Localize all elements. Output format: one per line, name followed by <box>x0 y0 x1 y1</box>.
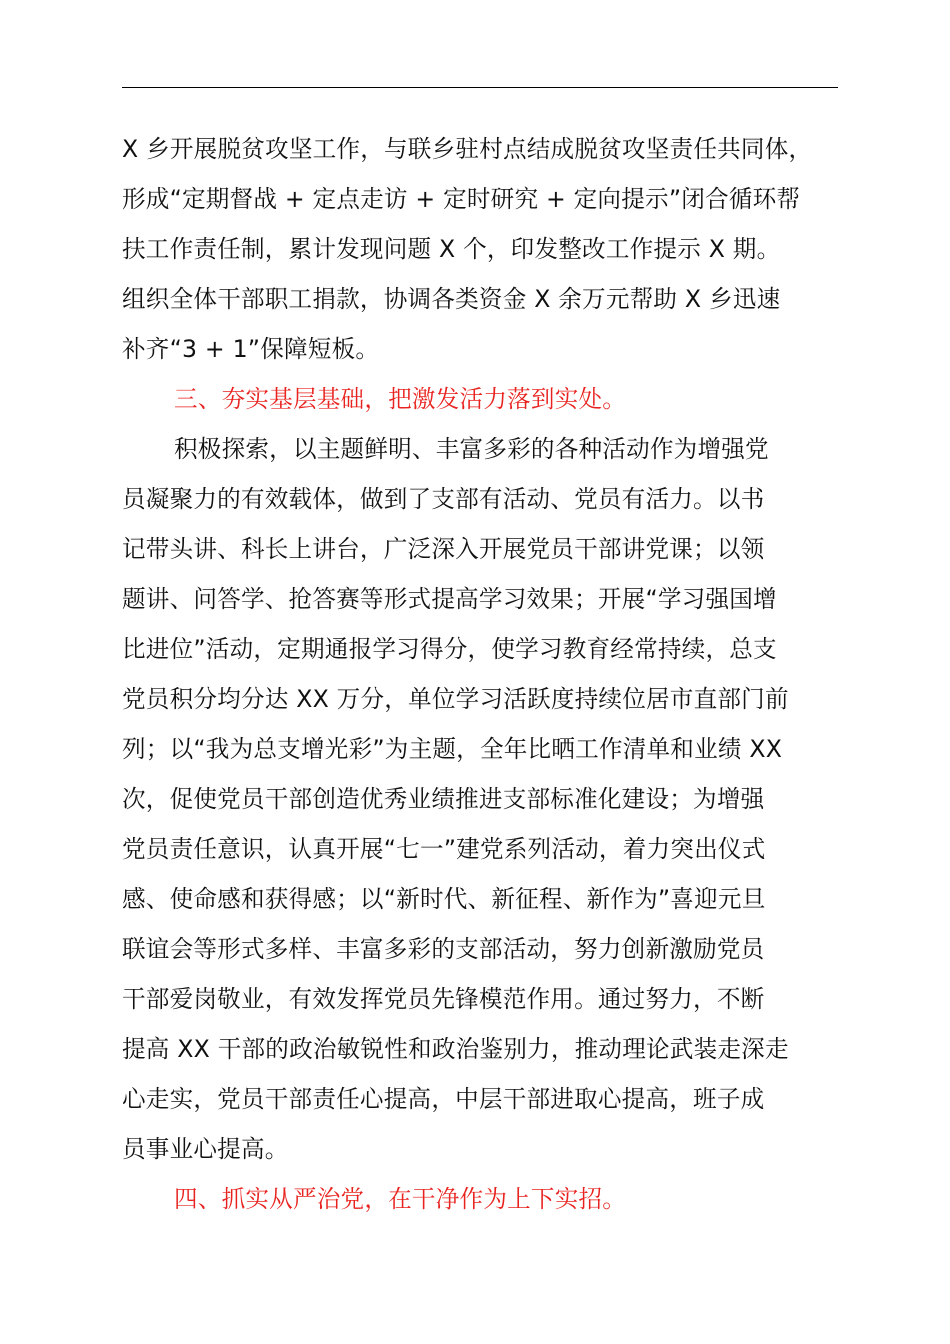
text-line: 党员责任意识，认真开展“七一”建党系列活动，着力突出仪式 <box>122 835 766 863</box>
text-line: 形成“定期督战 + 定点走访 + 定时研究 + 定向提示”闭合循环帮 <box>122 185 801 213</box>
section-heading-3: 三、夯实基层基础，把激发活力落到实处。 <box>174 385 627 413</box>
paragraph-party-activities <box>122 424 842 1174</box>
text-line: 补齐“3 + 1”保障短板。 <box>122 335 380 363</box>
text-line: 提高 XX 干部的政治敏锐性和政治鉴别力，推动理论武装走深走 <box>122 1035 789 1063</box>
text-line: 干部爱岗敬业，有效发挥党员先锋模范作用。通过努力，不断 <box>122 985 765 1013</box>
text-line: 心走实，党员干部责任心提高，中层干部进取心提高，班子成 <box>122 1085 765 1113</box>
text-line: 题讲、问答学、抢答赛等形式提高学习效果；开展“学习强国增 <box>122 585 777 613</box>
text-line: 次，促使党员干部创造优秀业绩推进支部标准化建设；为增强 <box>122 785 765 813</box>
text-line: 员事业心提高。 <box>122 1135 289 1163</box>
text-line: 感、使命感和获得感；以“新时代、新征程、新作为”喜迎元旦 <box>122 885 766 913</box>
section-heading-4: 四、抓实从严治党，在干净作为上下实招。 <box>174 1185 627 1213</box>
text-line: 比进位”活动，定期通报学习得分，使学习教育经常持续，总支 <box>122 635 777 663</box>
document-body <box>122 124 842 1224</box>
text-line: 扶工作责任制，累计发现问题 X 个，印发整改工作提示 X 期。 <box>122 235 781 263</box>
text-line: 记带头讲、科长上讲台，广泛深入开展党员干部讲党课；以领 <box>122 535 765 563</box>
header-rule <box>122 87 838 88</box>
text-line: 列；以“我为总支增光彩”为主题，全年比晒工作清单和业绩 XX <box>122 735 783 763</box>
text-line: 联谊会等形式多样、丰富多彩的支部活动，努力创新激励党员 <box>122 935 765 963</box>
paragraph-poverty-alleviation <box>122 124 842 374</box>
text-line: 组织全体干部职工捐款，协调各类资金 X 余万元帮助 X 乡迅速 <box>122 285 781 313</box>
text-line: 员凝聚力的有效载体，做到了支部有活动、党员有活力。以书 <box>122 485 765 513</box>
text-line: 党员积分均分达 XX 万分，单位学习活跃度持续位居市直部门前 <box>122 685 789 713</box>
text-line: X 乡开展脱贫攻坚工作，与联乡驻村点结成脱贫攻坚责任共同体， <box>122 135 813 163</box>
text-line: 积极探索，以主题鲜明、丰富多彩的各种活动作为增强党 <box>174 435 769 463</box>
